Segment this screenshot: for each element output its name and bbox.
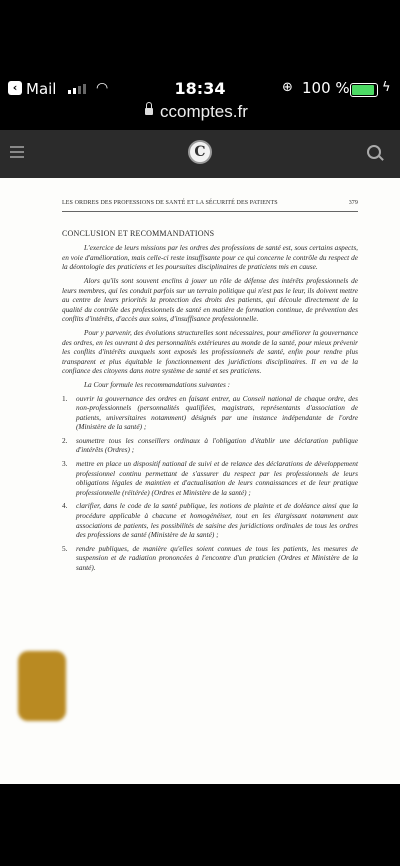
recommendation-text: ouvrir la gouvernance des ordres en faisant entrer, au Conseil national de chaque ordre, des non-professionnels (personnalités qualifiées, magistrats, représentants d'association de patients, universitaires notamment) désignés par une instance indépendante de l'ordre (Ministère de la santé) ;: [76, 393, 358, 432]
recommendations-intro: La Cour formule les recommandations suivantes :: [84, 379, 231, 389]
search-icon[interactable]: [367, 145, 381, 159]
recommendation-item: [62, 394, 358, 432]
running-head: [62, 199, 358, 212]
battery-icon: [350, 83, 378, 97]
recommendation-item: [62, 436, 358, 455]
recommendation-item: [62, 501, 358, 539]
recommendation-number: 4.: [62, 501, 68, 511]
paragraph: L'exercice de leurs missions par les ordres des professions de santé est, sous certains aspects, en voie d'amélioration, mais celle-ci reste insuffisante pour ce qui concerne le contrôle du respect de la déontologie des praticiens et les poursuites disciplinaires de praticiens mis en cause.: [62, 243, 358, 272]
recommendation-number: 1.: [62, 393, 68, 403]
document-page: [0, 178, 400, 784]
recommendation-text: clarifier, dans le code de la santé publique, les notions de plainte et de doléance ainsi que la procédure applicable à chacune et homogénéiser, tout en les élargissant notamment aux associations de patients, les possibilités de saisine des juridictions ordinales de tous les ordres des professions de santé (Ministère de la santé) ;: [76, 501, 358, 540]
recommendation-item: [62, 544, 358, 573]
url-text[interactable]: ccomptes.fr: [160, 102, 248, 121]
running-head-title: LES ORDRES DES PROFESSIONS DE SANTÉ ET LA SÉCURITÉ DES PATIENTS: [62, 200, 278, 206]
orientation-lock-icon: ⊕: [282, 80, 293, 95]
recommendation-text: rendre publiques, de manière qu'elles soient connues de tous les patients, les mesures de suspension et de radiation prononcées à l'encontre d'un praticien (Ordres et Ministère de la santé).: [76, 543, 358, 572]
paragraph: Pour y parvenir, des évolutions structurelles sont nécessaires, pour améliorer la gouvernance des ordres, en les ouvrant à des personnalités extérieures au monde de la santé, pour mieux prévenir les conflits d'intérêts auxquels sont exposés les professionnels de santé, enfin pour rendre plus transparent et plus équitable le fonctionnement des juridictions disciplinaires. Il en va de la confiance des citoyens dans notre système de santé et ses praticiens.: [62, 327, 358, 376]
address-bar[interactable]: [0, 100, 400, 128]
lock-icon: [145, 108, 153, 115]
bottom-area: [0, 784, 400, 866]
paragraph: Alors qu'ils sont souvent enclins à jouer un rôle de défense des intérêts professionnels de leurs membres, qui les conduit parfois sur un terrain politique qui n'est pas le leur, ils doivent mettre au centre de leurs priorités la protection des droits des patients, qui découle directement de la qualité du contrôle des professionnels de santé en matière de formation continue, de prévention des conflits d'intérêts, d'accès aux soins, d'insuffisance professionnelle.: [62, 275, 358, 324]
recommendation-text: soumettre tous les conseillers ordinaux à l'obligation d'établir une déclaration publique d'intérêts (Ordres) ;: [76, 435, 358, 455]
recommendation-text: mettre en place un dispositif national de suivi et de relance des déclarations de développement professionnel continu permettant de s'assurer du respect par les professionnels de leurs obligations légales de maintien et d'actualisation de leurs connaissances et de leur pratique professionnelle (réitérée) (Ordres et Ministère de la santé) ;: [76, 459, 358, 497]
recommendation-number: 2.: [62, 435, 68, 445]
highlighter-mark: [18, 651, 66, 721]
recommendation-number: 3.: [62, 459, 68, 469]
wifi-icon: ◠: [96, 80, 109, 96]
document-content: [62, 199, 358, 577]
status-bar: [0, 78, 400, 102]
recommendation-item: [62, 459, 358, 497]
back-app-label[interactable]: Mail: [26, 80, 57, 98]
battery-percent: 100 %: [302, 79, 350, 97]
page-number: 379: [348, 200, 358, 206]
section-title: CONCLUSION ET RECOMMANDATIONS: [62, 228, 215, 238]
site-header: [0, 130, 400, 178]
recommendation-number: 5.: [62, 543, 68, 553]
charging-icon: ϟ: [382, 80, 391, 95]
status-time: 18:34: [174, 79, 226, 98]
site-logo[interactable]: C: [188, 140, 212, 164]
menu-icon[interactable]: [10, 146, 24, 158]
back-to-app-icon[interactable]: ‹: [8, 81, 22, 95]
battery-fill: [352, 85, 374, 95]
